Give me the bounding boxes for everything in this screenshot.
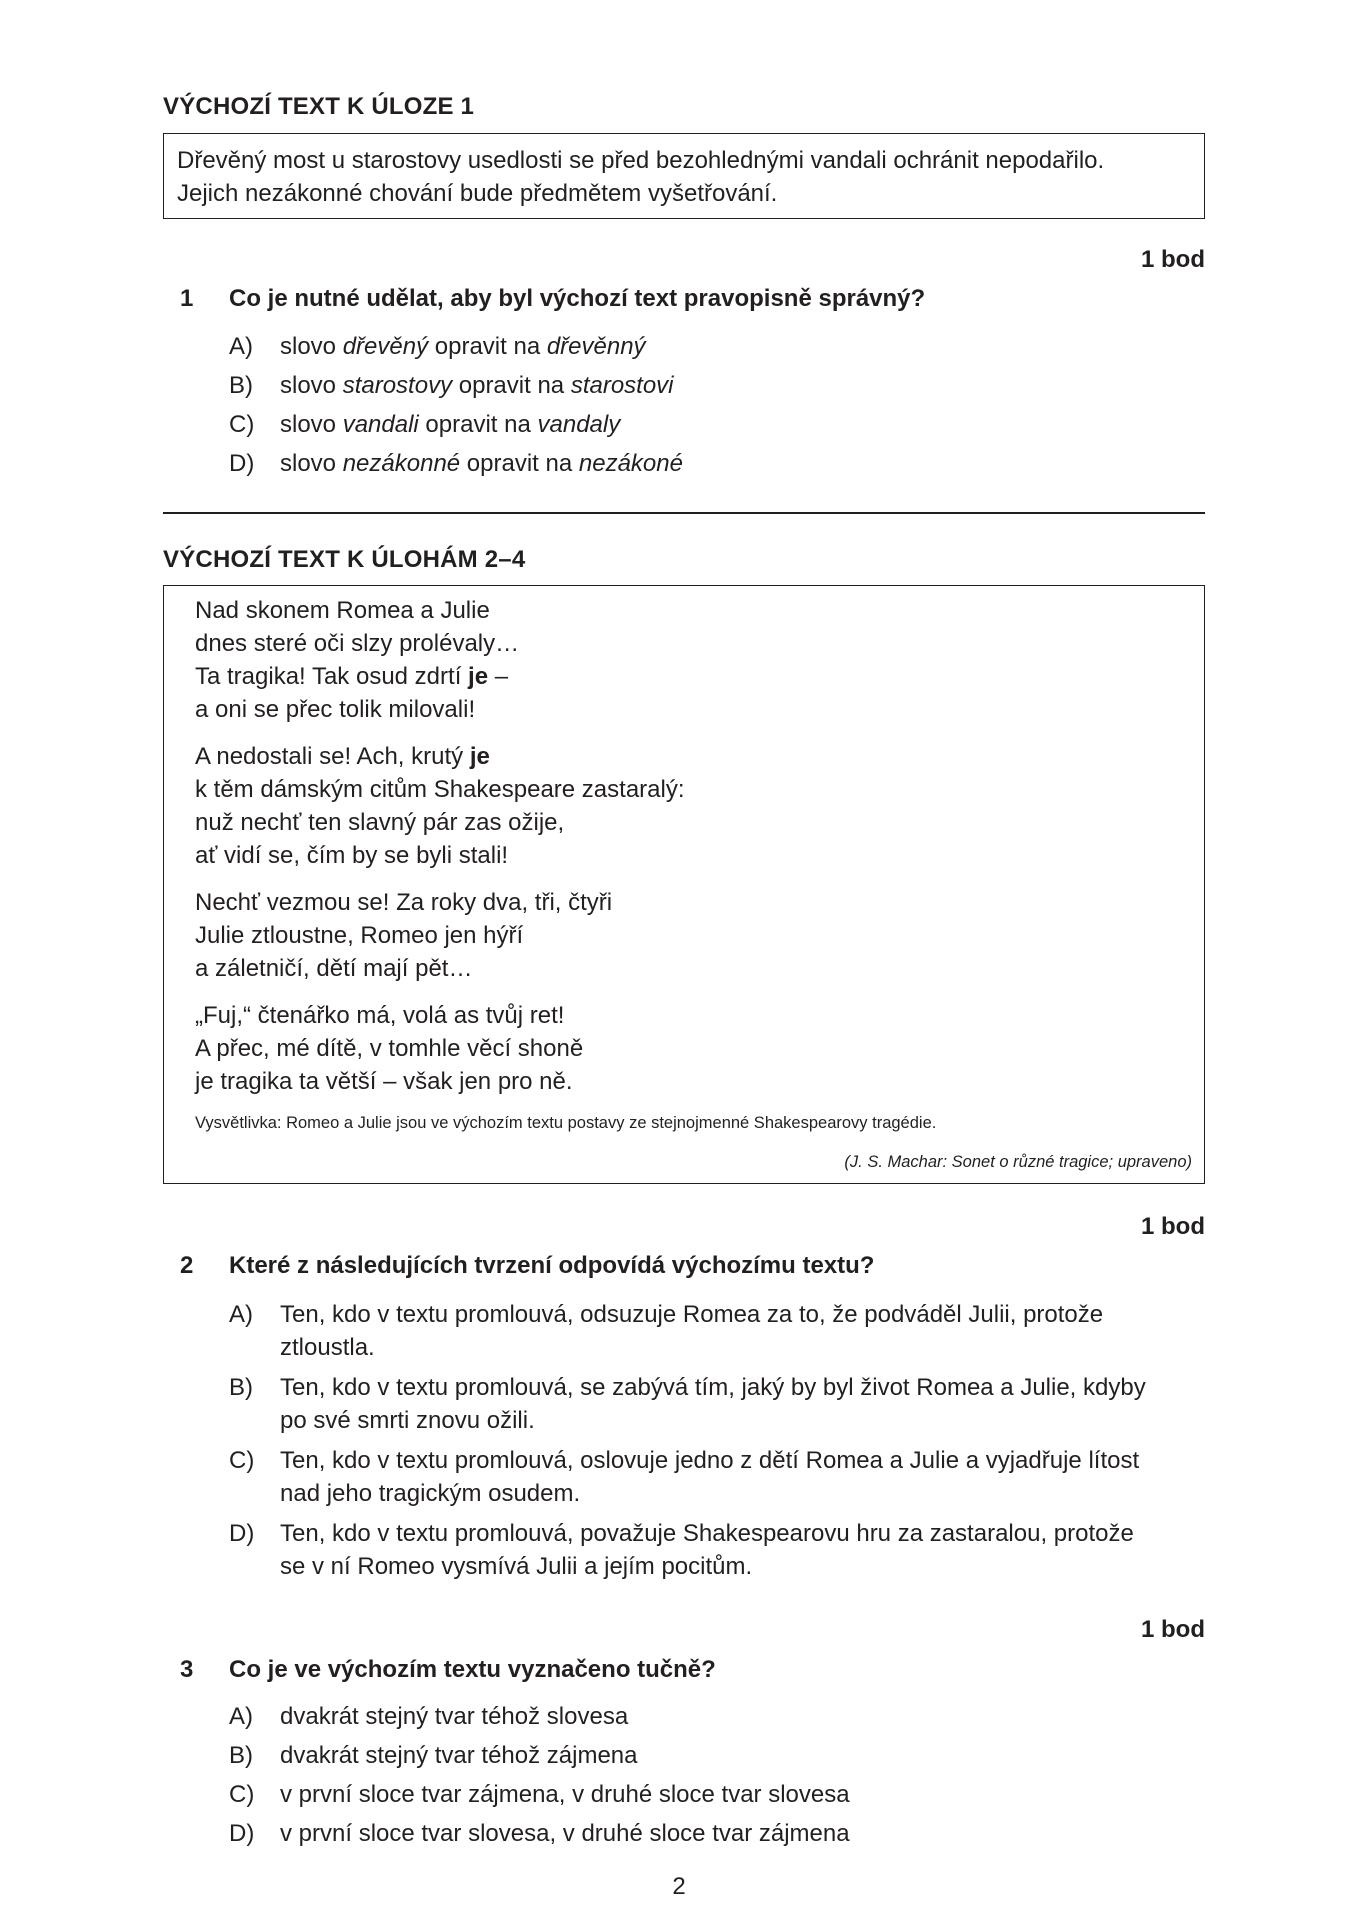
q2-points: 1 bod <box>1141 1213 1205 1240</box>
q1-points: 1 bod <box>1141 246 1205 273</box>
q2-question: Které z následujících tvrzení odpovídá výchozímu textu? <box>229 1252 875 1279</box>
option-letter: A) <box>229 1301 253 1328</box>
source-citation: (J. S. Machar: Sonet o různé tragice; upraveno) <box>844 1153 1192 1171</box>
q1-number: 1 <box>180 285 194 312</box>
q3-number: 3 <box>180 1656 194 1683</box>
poem-line: A nedostali se! Ach, krutý je <box>195 743 490 770</box>
option-fix: starostovi <box>570 372 674 399</box>
page-number: 2 <box>672 1873 686 1900</box>
poem <box>195 594 685 1112</box>
section1-heading: VÝCHOZÍ TEXT K ÚLOZE 1 <box>163 93 475 120</box>
q2-number: 2 <box>180 1252 194 1279</box>
source-text-box-2 <box>163 585 1205 1184</box>
option-text: slovo <box>280 372 343 399</box>
option-word: nezákonné <box>342 450 461 477</box>
poem-line: dnes steré oči slzy prolévaly… <box>195 630 520 657</box>
option-letter: C) <box>229 411 255 438</box>
option-text: ztloustla. <box>280 1334 375 1361</box>
option-letter: B) <box>229 372 253 399</box>
option-fix: vandaly <box>537 411 621 438</box>
poem-line: a oni se přec tolik milovali! <box>195 696 476 723</box>
poem-line: „Fuj,“ čtenářko má, volá as tvůj ret! <box>195 1002 565 1029</box>
option-fix: nezákoné <box>578 450 683 477</box>
option-word: vandali <box>342 411 419 438</box>
option-letter: A) <box>229 1703 253 1730</box>
poem-line: A přec, mé dítě, v tomhle věcí shoně <box>195 1035 584 1062</box>
poem-line: je tragika ta větší – však jen pro ně. <box>195 1068 573 1095</box>
option-word: starostovy <box>342 372 453 399</box>
option-text: v první sloce tvar zájmena, v druhé sloce tvar slovesa <box>280 1781 850 1808</box>
option-letter: C) <box>229 1781 255 1808</box>
option-letter: B) <box>229 1374 253 1401</box>
option-text: Ten, kdo v textu promlouvá, odsuzuje Romea za to, že podváděl Julii, protože <box>280 1301 1104 1328</box>
poem-line: nuž nechť ten slavný pár zas ožije, <box>195 809 565 836</box>
option-text: opravit na <box>460 450 579 477</box>
option-text: opravit na <box>428 333 547 360</box>
option-fix: dřevěnný <box>546 333 646 360</box>
option-text: dvakrát stejný tvar téhož slovesa <box>280 1703 629 1730</box>
option-text: slovo <box>280 411 343 438</box>
option-text: Ten, kdo v textu promlouvá, oslovuje jedno z dětí Romea a Julie a vyjadřuje lítost <box>280 1447 1140 1474</box>
poem-line: Julie ztloustne, Romeo jen hýří <box>195 922 524 949</box>
source-text-box-1 <box>163 133 1205 219</box>
poem-line: Nechť vezmou se! Za roky dva, tři, čtyři <box>195 889 613 916</box>
option-text: nad jeho tragickým osudem. <box>280 1480 581 1507</box>
section-divider <box>163 512 1205 514</box>
bold-word: je <box>469 743 490 770</box>
option-text: opravit na <box>452 372 571 399</box>
option-text: dvakrát stejný tvar téhož zájmena <box>280 1742 638 1769</box>
option-text: slovo <box>280 450 343 477</box>
poem-line: k těm dámským citům Shakespeare zastaralý: <box>195 776 685 803</box>
poem-stanza <box>195 999 685 1098</box>
source-text-line: Jejich nezákonné chování bude předmětem vyšetřování. <box>177 180 778 207</box>
poem-line: a záletničí, dětí mají pět… <box>195 955 473 982</box>
option-text: Ten, kdo v textu promlouvá, považuje Shakespearovu hru za zastaralou, protože <box>280 1520 1134 1547</box>
option-letter: B) <box>229 1742 253 1769</box>
option-text: opravit na <box>418 411 538 438</box>
option-letter: A) <box>229 333 253 360</box>
option-letter: D) <box>229 450 255 477</box>
bold-word: je <box>468 663 489 690</box>
poem-line: Ta tragika! Tak osud zdrtí je – <box>195 663 509 690</box>
source-text-line: Dřevěný most u starostovy usedlosti se před bezohlednými vandali ochránit nepodařilo. <box>177 147 1105 174</box>
option-letter: D) <box>229 1820 255 1847</box>
option-text: v první sloce tvar slovesa, v druhé sloce tvar zájmena <box>280 1820 850 1847</box>
poem-stanza <box>195 594 685 726</box>
q3-points: 1 bod <box>1141 1616 1205 1643</box>
explanatory-note: Vysvětlivka: Romeo a Julie jsou ve výchozím textu postavy ze stejnojmenné Shakespearovy tragédie. <box>195 1114 937 1132</box>
option-text: po své smrti znovu ožili. <box>280 1407 535 1434</box>
option-text: Ten, kdo v textu promlouvá, se zabývá tím, jaký by byl život Romea a Julie, kdyby <box>280 1374 1146 1401</box>
poem-stanza <box>195 886 685 985</box>
option-text: slovo <box>280 333 343 360</box>
option-letter: D) <box>229 1520 255 1547</box>
option-text: se v ní Romeo vysmívá Julii a jejím pocitům. <box>280 1553 753 1580</box>
poem-stanza <box>195 740 685 872</box>
poem-line: Nad skonem Romea a Julie <box>195 597 490 624</box>
option-letter: C) <box>229 1447 255 1474</box>
q1-question: Co je nutné udělat, aby byl výchozí text pravopisně správný? <box>229 285 926 312</box>
q3-question: Co je ve výchozím textu vyznačeno tučně? <box>229 1656 716 1683</box>
section2-heading: VÝCHOZÍ TEXT K ÚLOHÁM 2–4 <box>163 546 526 573</box>
option-word: dřevěný <box>342 333 429 360</box>
poem-line: ať vidí se, čím by se byli stali! <box>195 842 509 869</box>
